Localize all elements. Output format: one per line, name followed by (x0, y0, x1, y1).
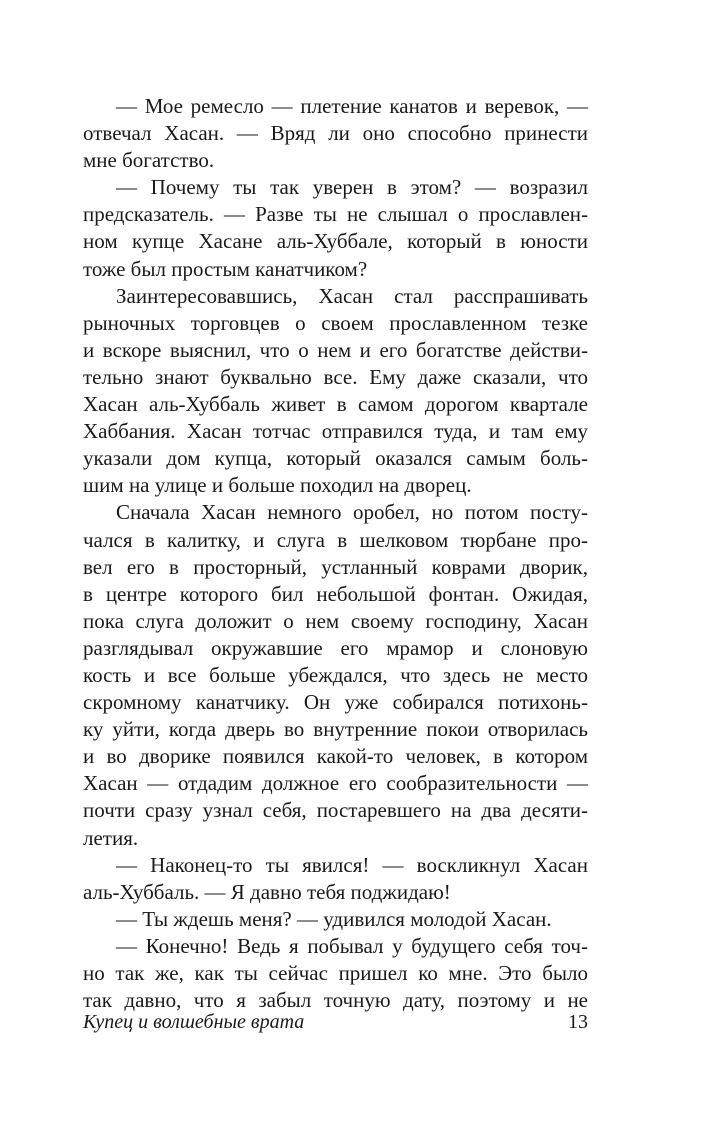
text-line: разглядывал окружавшие его мрамор и слоновую (83, 635, 588, 660)
text-line: и во дворике появился какой-то человек, в котором (83, 744, 588, 769)
page-number: 13 (568, 1011, 588, 1033)
text-line: в центре которого бил небольшой фонтан. Ожидая, (83, 581, 588, 606)
text-line: чался в калитку, и слуга в шелковом тюрбане про- (83, 527, 588, 552)
body-text (83, 93, 588, 1014)
text-line: но так же, как ты сейчас пришел ко мне. Это было (83, 961, 588, 985)
text-line: Хасан — отдадим должное его сообразительности — (83, 771, 588, 796)
text-line: скромному канатчику. Он уже собирался потихонь- (83, 690, 588, 715)
text-line: и вскоре выяснил, что о нем и его богатстве действи- (83, 337, 588, 362)
text-line: летия. (83, 825, 139, 850)
text-line: пока слуга доложит о нем своему господину, Хасан (83, 608, 588, 633)
text-line: указали дом купца, который оказался самым боль- (83, 446, 588, 471)
text-line: — Почему ты так уверен в этом? — возразил (116, 175, 588, 200)
text-line: — Конечно! Ведь я побывал у будущего себя точ- (116, 933, 588, 958)
text-line: Хаббания. Хасан тотчас отправился туда, и там ему (83, 419, 588, 444)
text-line: мне богатство. (83, 148, 215, 173)
text-line: — Ты ждешь меня? — удивился молодой Хасан. (116, 906, 552, 931)
text-line: тельно знают буквально все. Ему даже сказали, что (83, 364, 588, 389)
text-line: Сначала Хасан немного оробел, но потом посту- (116, 500, 588, 525)
text-line: шим на улице и больше походил на дворец. (83, 473, 472, 498)
text-line: вел его в просторный, устланный коврами дворик, (83, 554, 588, 579)
text-line: ном купце Хасане аль-Хуббале, который в юности (83, 229, 588, 254)
text-line: кость и все больше убеждался, что здесь не место (83, 662, 588, 687)
text-line: предсказатель. — Разве ты не слышал о прославлен- (83, 202, 588, 227)
text-line: почти сразу узнал себя, постаревшего на два десяти- (83, 798, 588, 823)
text-line: так давно, что я забыл точную дату, поэтому и не (83, 988, 588, 1013)
text-line: рыночных торговцев о своем прославленном тезке (83, 310, 588, 335)
running-footer-title: Купец и волшебные врата (83, 1011, 305, 1033)
text-line: Заинтересовавшись, Хасан стал расспрашивать (116, 283, 588, 308)
text-line: аль-Хуббаль. — Я давно тебя поджидаю! (83, 879, 451, 904)
text-line: — Мое ремесло — плетение канатов и веревок, — (116, 94, 588, 118)
text-line: тоже был простым канатчиком? (83, 256, 368, 281)
text-line: ку уйти, когда дверь во внутренние покои отворилась (83, 717, 588, 742)
text-line: — Наконец-то ты явился! — воскликнул Хасан (116, 852, 588, 877)
text-line: Хасан аль-Хуббаль живет в самом дорогом квартале (83, 392, 588, 417)
text-line: отвечал Хасан. — Вряд ли оно способно принести (83, 121, 588, 146)
